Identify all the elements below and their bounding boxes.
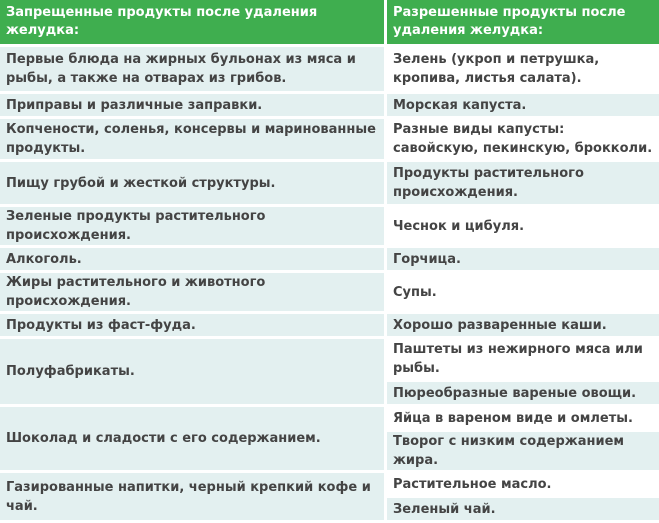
- table-row: [0, 339, 659, 382]
- forbidden-item: Алкоголь.: [0, 248, 387, 273]
- allowed-item: Паштеты из нежирного мяса или рыбы.: [387, 339, 659, 382]
- allowed-item: Чеснок и цибуля.: [387, 207, 659, 248]
- table-row: [0, 407, 659, 432]
- forbidden-item: Жиры растительного и животного происхождения.: [0, 273, 387, 314]
- allowed-header: Разрешенные продукты после удаления желудка:: [387, 0, 659, 47]
- table-row: [0, 119, 659, 162]
- allowed-item: Яйца в вареном виде и омлеты.: [387, 407, 659, 432]
- allowed-item: Морская капуста.: [387, 94, 659, 119]
- allowed-item: Продукты растительного происхождения.: [387, 162, 659, 207]
- table-row: [0, 473, 659, 498]
- table-row: [0, 47, 659, 94]
- forbidden-item: Копчености, соленья, консервы и маринованные продукты.: [0, 119, 387, 162]
- table-row: [0, 248, 659, 273]
- allowed-item: Растительное масло.: [387, 473, 659, 498]
- allowed-item: Хорошо разваренные каши.: [387, 314, 659, 339]
- table-row: [0, 207, 659, 248]
- table-row: [0, 94, 659, 119]
- allowed-item: Зеленый чай.: [387, 498, 659, 523]
- forbidden-item: Первые блюда на жирных бульонах из мяса и рыбы, а также на отварах из грибов.: [0, 47, 387, 94]
- forbidden-item: Шоколад и сладости с его содержанием.: [0, 407, 387, 473]
- forbidden-item: Полуфабрикаты.: [0, 339, 387, 407]
- allowed-item: Супы.: [387, 273, 659, 314]
- allowed-item: Разные виды капусты: савойскую, пекинскую, брокколи.: [387, 119, 659, 162]
- table-row: [0, 314, 659, 339]
- allowed-item: Пюреобразные вареные овощи.: [387, 382, 659, 407]
- forbidden-header: Запрещенные продукты после удаления желудка:: [0, 0, 387, 47]
- forbidden-item: Приправы и различные заправки.: [0, 94, 387, 119]
- forbidden-item: Зеленые продукты растительного происхождения.: [0, 207, 387, 248]
- forbidden-item: Продукты из фаст-фуда.: [0, 314, 387, 339]
- forbidden-item: Газированные напитки, черный крепкий кофе и чай.: [0, 473, 387, 523]
- allowed-item: Творог с низким содержанием жира.: [387, 432, 659, 473]
- allowed-item: Зелень (укроп и петрушка, кропива, листья салата).: [387, 47, 659, 94]
- table-row: [0, 273, 659, 314]
- forbidden-item: Пищу грубой и жесткой структуры.: [0, 162, 387, 207]
- header-row: [0, 0, 659, 47]
- table-row: [0, 162, 659, 207]
- allowed-item: Горчица.: [387, 248, 659, 273]
